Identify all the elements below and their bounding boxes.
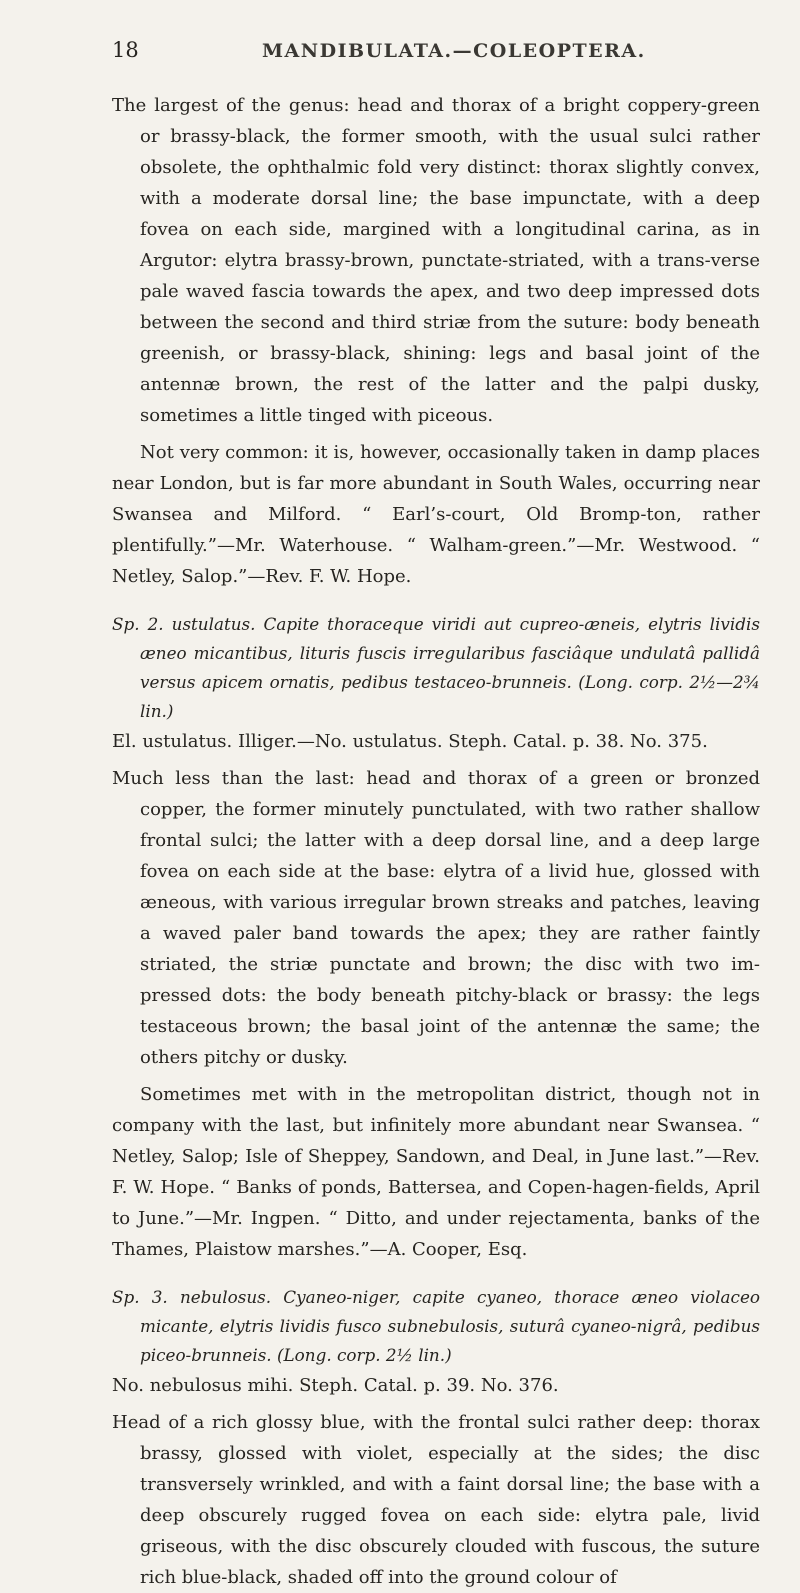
page-number: 18	[112, 38, 139, 62]
species-2-synonymy: El. ustulatus. Illiger.—No. ustulatus. Steph. Catal. p. 38. No. 375.	[112, 731, 708, 752]
page-header	[112, 38, 760, 78]
species-2-diagnosis: Sp. 2. ustulatus. Capite thoraceque viridi aut cupreo-æneis, elytris lividis æneo micantibus, lituris fuscis irregularibus fasciâque undulatâ pallidâ versus apicem ornatis, pedibus testaceo-brunneis. (Long. corp. 2½—2¾ lin.)	[112, 614, 760, 721]
description-paragraph-sp2: Much less than the last: head and thorax of a green or bronzed copper, the former minutely punctulated, with two rather shallow frontal sulci; the latter with a deep dorsal line, and a deep large fovea on each side at the base: elytra of a livid hue, glossed with æneous, with various irregular brown streaks and patches, leaving a waved paler band towards the apex; they are rather faintly striated, the striæ punctate and brown; the disc with two im-pressed dots: the body beneath pitchy-black or brassy: the legs testaceous brown; the basal joint of the antennæ the same; the others pitchy or dusky.	[112, 768, 760, 1068]
running-title: MANDIBULATA.—COLEOPTERA.	[262, 40, 646, 62]
description-paragraph-sp1: The largest of the genus: head and thorax of a bright coppery-green or brassy-black, the former smooth, with the usual sulci rather obsolete, the ophthalmic fold very distinct: thorax slightly convex, with a moderate dorsal line; the base impunctate, with a deep fovea on each side, margined with a longitudinal carina, as in Argutor: elytra brassy-brown, punctate-striated, with a trans-verse pale waved fascia towards the apex, and two deep impressed dots between the second and third striæ from the suture: body beneath greenish, or brassy-black, shining: legs and basal joint of the antennæ brown, the rest of the latter and the palpi dusky, sometimes a little tinged with piceous.	[112, 95, 760, 426]
species-3-diagnosis: Sp. 3. nebulosus. Cyaneo-niger, capite cyaneo, thorace æneo violaceo micante, elytris lividis fusco subnebulosis, suturâ cyaneo-nigrâ, pedibus piceo-brunneis. (Long. corp. 2½ lin.)	[112, 1287, 760, 1365]
locality-paragraph-sp1: Not very common: it is, however, occasionally taken in damp places near London, but is far more abundant in South Wales, occurring near Swansea and Milford. “ Earl’s-court, Old Bromp-ton, rather plentifully.”—Mr. Waterhouse. “ Walham-green.”—Mr. Westwood. “ Netley, Salop.”—Rev. F. W. Hope.	[112, 442, 760, 587]
species-3-synonymy: No. nebulosus mihi. Steph. Catal. p. 39. No. 376.	[112, 1375, 559, 1396]
locality-paragraph-sp2: Sometimes met with in the metropolitan district, though not in company with the last, but infinitely more abundant near Swansea. “ Netley, Salop; Isle of Sheppey, Sandown, and Deal, in June last.”—Rev. F. W. Hope. “ Banks of ponds, Battersea, and Copen-hagen-fields, April to June.”—Mr. Ingpen. “ Ditto, and under rejectamenta, banks of the Thames, Plaistow marshes.”—A. Cooper, Esq.	[112, 1084, 760, 1260]
description-paragraph-sp3: Head of a rich glossy blue, with the frontal sulci rather deep: thorax brassy, glossed with violet, especially at the sides; the disc transversely wrinkled, and with a faint dorsal line; the base with a deep obscurely rugged fovea on each side: elytra pale, livid griseous, with the disc obscurely clouded with fuscous, the suture rich blue-black, shaded off into the ground colour of	[112, 1412, 760, 1588]
